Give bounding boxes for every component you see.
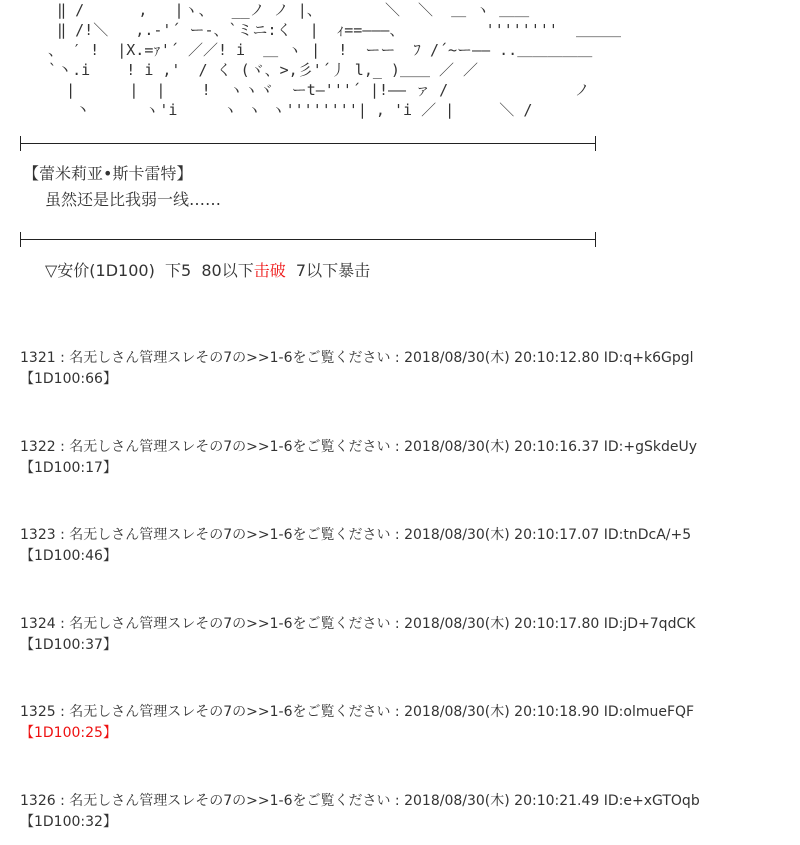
ascii-art-line: 、 ′ ! |X.=ｧ'´ ／／! i ＿ ヽ | ! ーー ﾌ /´~ー―― ..＿＿＿＿＿ [30,41,593,59]
post [20,437,697,479]
ascii-art-line: ‖ /!＼ ,.-'´ ー-、`ミニ:く | ｨ==―――、 '''''''' ＿＿＿ [30,21,621,39]
dice-prompt [45,258,370,281]
post-header: 1325 : 名无しさん管理スレその7の>>1-6をご覧ください : 2018/08/30(木) 20:10:18.90 ID:olmueFQF [20,704,695,720]
speaker-name: 【蕾米莉亚•斯卡雷特】 [23,164,193,183]
post-header: 1323 : 名无しさん管理スレその7の>>1-6をご覧ください : 2018/08/30(木) 20:10:17.07 ID:tnDcA/+5 [20,527,692,543]
dice-result: 【1D100:17】 [20,460,117,476]
post [20,791,700,833]
dice-result: 【1D100:37】 [20,637,117,653]
divider-tick-left [20,232,21,247]
dice-result-highlight: 【1D100:25】 [20,725,117,741]
post-header: 1321 : 名无しさん管理スレその7の>>1-6をご覧ください : 2018/08/30(木) 20:10:12.80 ID:q+k6Gpgl [20,350,694,366]
dice-prompt-prefix: ▽安价(1D100) 下5 80以下 [45,261,254,280]
divider-bottom [20,239,596,240]
post [20,702,694,744]
post-header: 1322 : 名无しさん管理スレその7の>>1-6をご覧ください : 2018/08/30(木) 20:10:16.37 ID:+gSkdeUy [20,439,698,455]
post [20,348,694,390]
ascii-art [30,0,621,120]
ascii-art-line: `丶.i ! i ,' / く (ヾ、>,彡'´丿 l,_ )＿＿ ／ ／ [30,61,479,79]
dialogue-line: 虽然还是比我弱一线…… [45,190,222,209]
dice-result: 【1D100:46】 [20,548,117,564]
post-header: 1326 : 名无しさん管理スレその7の>>1-6をご覧ください : 2018/08/30(木) 20:10:21.49 ID:e+xGTOqb [20,793,700,809]
divider-tick-left [20,136,21,151]
ascii-art-line: ‖ ∕ , |ヽ、 __ノ ノ |、 ＼ ＼ ＿ ヽ ＿＿ [30,1,611,19]
dice-prompt-highlight: 击破 [253,261,286,280]
ascii-art-line: 丶 ヽ'i ヽ ヽ ヽ''''''''| , 'i ／ | ＼ / [30,101,533,119]
ascii-art-line: | | | ! ヽヽヾ ーt―'''´ |!―― ァ / ノ [30,81,590,99]
post-header: 1324 : 名无しさん管理スレその7の>>1-6をご覧ください : 2018/08/30(木) 20:10:17.80 ID:jD+7qdCK [20,616,696,632]
divider-top [20,143,596,144]
divider-tick-right [595,232,596,247]
dice-result: 【1D100:32】 [20,814,117,830]
divider-tick-right [595,136,596,151]
dice-result: 【1D100:66】 [20,371,117,387]
post [20,525,691,567]
dice-prompt-suffix: 7以下暴击 [285,261,371,280]
post [20,614,695,656]
